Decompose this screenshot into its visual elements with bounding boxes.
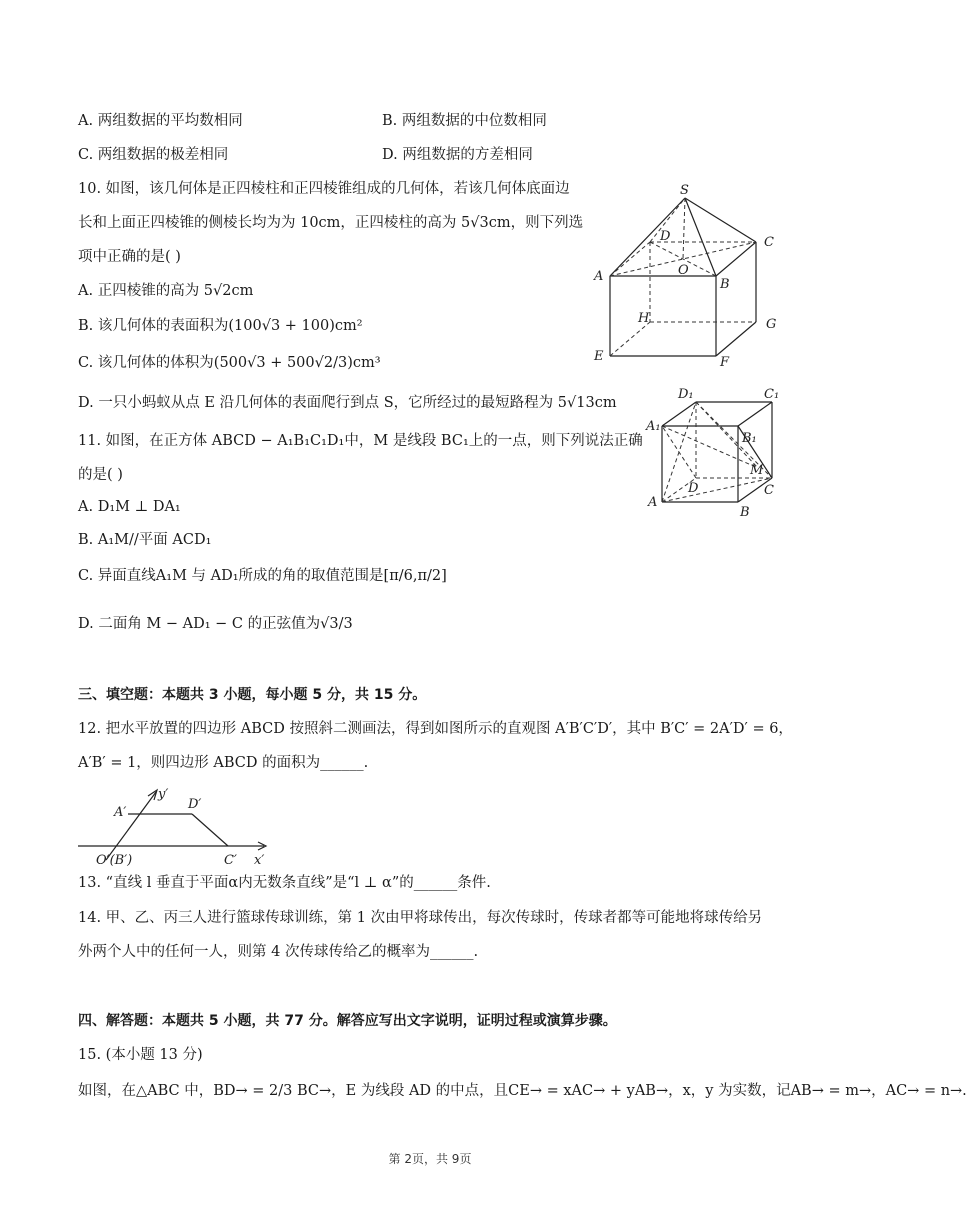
q15-stem: 如图，在△ABC 中，BD→ = 2/3 BC→，E 为线段 AD 的中点，且CE→ = xAC→ + yAB→，x，y 为实数，记AB→ = m→，AC→ = n→. (78, 1083, 967, 1099)
q11-label-m: M (750, 463, 764, 478)
section3-title: 三、填空题：本题共 3 小题，每小题 5 分，共 15 分。 (78, 687, 427, 703)
q11-option-d: D. 二面角 M − AD₁ − C 的正弦值为√3/3 (78, 616, 353, 632)
q10-figure (588, 180, 788, 368)
q10-label-e: E (594, 349, 604, 364)
q9-option-b: B. 两组数据的中位数相同 (382, 113, 547, 129)
q13-stem: 13. “直线 l 垂直于平面α内无数条直线”是“l ⊥ α”的______条件. (78, 875, 491, 891)
q10-option-b: B. 该几何体的表面积为(100√3 + 100)cm² (78, 318, 363, 334)
q11-label-d: D (688, 481, 699, 496)
q10-label-s: S (680, 183, 689, 198)
q11-option-b: B. A₁M//平面 ACD₁ (78, 532, 212, 548)
q11-stem-line1: 11. 如图，在正方体 ABCD − A₁B₁C₁D₁中，M 是线段 BC₁上的一点，则下列说法正确 (78, 433, 643, 449)
q10-option-d: D. 一只小蚂蚁从点 E 沿几何体的表面爬行到点 S，它所经过的最短路程为 5√13cm (78, 395, 617, 411)
q10-label-g: G (766, 317, 777, 332)
q11-option-a: A. D₁M ⊥ DA₁ (78, 499, 181, 515)
q11-label-c1: C₁ (764, 387, 780, 402)
q9-option-a: A. 两组数据的平均数相同 (78, 113, 243, 129)
q10-stem-line3: 项中正确的是( ) (78, 249, 181, 265)
q12-figure (78, 784, 274, 866)
q9-option-d: D. 两组数据的方差相同 (382, 147, 533, 163)
q12-label-d: D′ (188, 797, 202, 812)
q10-option-a: A. 正四棱锥的高为 5√2cm (78, 283, 254, 299)
q10-stem-line2: 长和上面正四棱锥的侧棱长均为为 10cm，正四棱柱的高为 5√3cm，则下列选 (78, 215, 584, 231)
q10-label-c: C (764, 235, 774, 250)
q15-heading: 15. (本小题 13 分) (78, 1047, 203, 1063)
page-footer: 第 2页，共 9页 (388, 1152, 472, 1166)
q12-label-y: y′ (158, 787, 169, 802)
q10-label-f: F (720, 355, 730, 370)
q11-label-b1: B₁ (742, 431, 757, 446)
q11-option-c: C. 异面直线A₁M 与 AD₁所成的角的取值范围是[π/6,π/2] (78, 568, 447, 584)
q10-label-a: A (594, 269, 604, 284)
q10-option-c: C. 该几何体的体积为(500√3 + 500√2/3)cm³ (78, 355, 381, 371)
q10-label-o: O (678, 263, 689, 278)
q10-stem-line1: 10. 如图，该几何体是正四棱柱和正四棱锥组成的几何体，若该几何体底面边 (78, 181, 570, 197)
q10-label-h: H (638, 311, 650, 326)
q11-figure (644, 386, 790, 518)
q10-label-d: D (660, 229, 671, 244)
q10-label-b: B (720, 277, 730, 292)
q12-label-a: A′ (114, 805, 127, 820)
q11-label-a1: A₁ (646, 419, 661, 434)
q12-stem-line2: A′B′ = 1，则四边形 ABCD 的面积为______. (78, 755, 369, 771)
q12-label-x: x′ (254, 853, 265, 868)
q11-label-a: A (648, 495, 658, 510)
q11-label-d1: D₁ (678, 387, 694, 402)
q9-option-c: C. 两组数据的极差相同 (78, 147, 229, 163)
q11-stem-line2: 的是( ) (78, 467, 123, 483)
q12-label-o: O′(B′) (96, 853, 133, 868)
section4-title: 四、解答题：本题共 5 小题，共 77 分。解答应写出文字说明，证明过程或演算步骤。 (78, 1013, 617, 1029)
q14-stem-line2: 外两个人中的任何一人，则第 4 次传球传给乙的概率为______. (78, 944, 479, 960)
q11-label-b: B (740, 505, 750, 520)
q11-label-c: C (764, 483, 774, 498)
q12-stem-line1: 12. 把水平放置的四边形 ABCD 按照斜二测画法，得到如图所示的直观图 A′B′C′D′，其中 B′C′ = 2A′D′ = 6， (78, 721, 793, 737)
q14-stem-line1: 14. 甲、乙、丙三人进行篮球传球训练，第 1 次由甲将球传出，每次传球时，传球者都等可能地将球传给另 (78, 910, 763, 926)
q12-label-c: C′ (224, 853, 237, 868)
